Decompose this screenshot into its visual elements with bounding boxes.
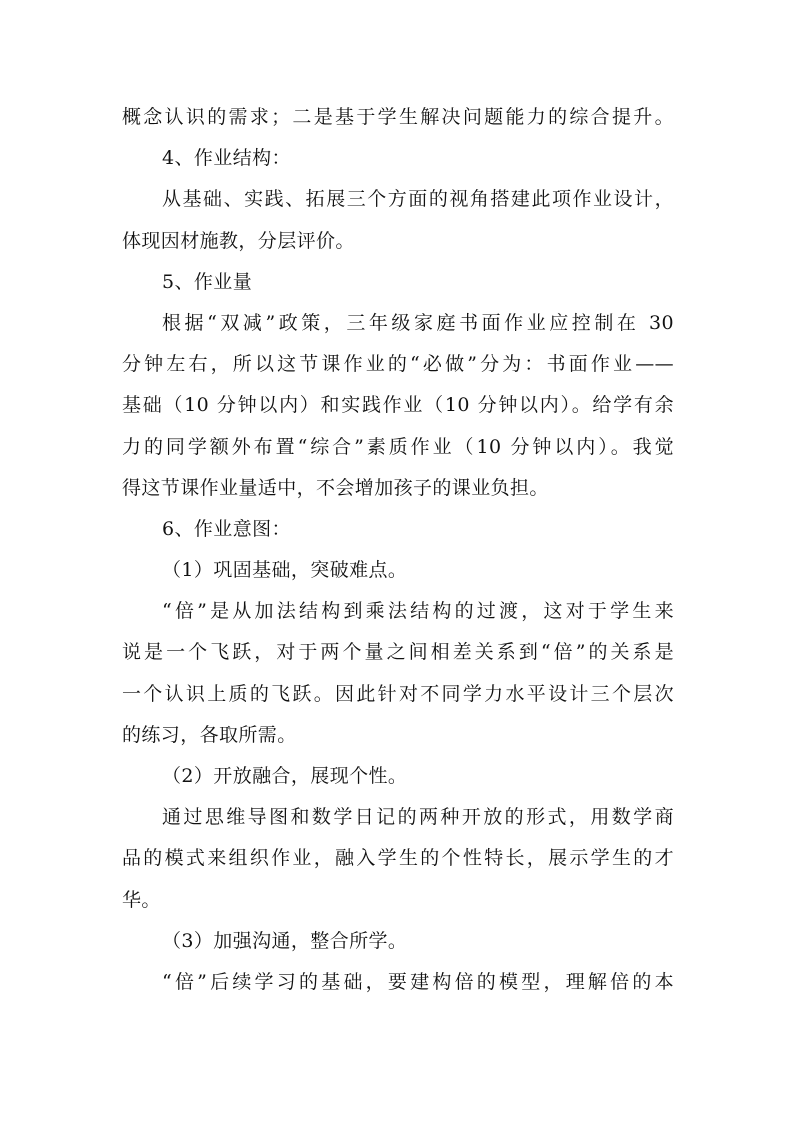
- text-line: 分钟左右，所以这节课作业的“必做”分为：书面作业——: [122, 353, 674, 376]
- text-line: 通过思维导图和数学日记的两种开放的形式，用数学商: [162, 806, 674, 829]
- text-line: 华。: [122, 888, 161, 911]
- text-line: 说是一个飞跃，对于两个量之间相差关系到“倍”的关系是: [122, 641, 674, 664]
- text-line: 5、作业量: [162, 270, 253, 293]
- text-line: 从基础、实践、拓展三个方面的视角搭建此项作业设计，: [162, 188, 674, 211]
- text-line: 体现因材施教，分层评价。: [122, 229, 355, 252]
- text-line: 4、作业结构：: [162, 147, 291, 170]
- text-line: 一个认识上质的飞跃。因此针对不同学力水平设计三个层次: [122, 682, 674, 705]
- text-line: （3）加强沟通，整合所学。: [162, 929, 408, 952]
- text-line: 根据“双减”政策，三年级家庭书面作业应控制在 30: [162, 311, 674, 334]
- text-line: 的练习，各取所需。: [122, 723, 297, 746]
- text-line: 6、作业意图：: [162, 517, 291, 540]
- text-line: 概念认识的需求；二是基于学生解决问题能力的综合提升。: [122, 106, 674, 128]
- text-line: 基础（10 分钟以内）和实践作业（10 分钟以内）。给学有余: [122, 394, 674, 417]
- text-line: “倍”后续学习的基础，要建构倍的模型，理解倍的本: [162, 970, 674, 993]
- text-line: “倍”是从加法结构到乘法结构的过渡，这对于学生来: [162, 600, 674, 623]
- text-line: 力的同学额外布置“综合”素质作业（10 分钟以内）。我觉: [122, 435, 674, 458]
- text-line: （1）巩固基础，突破难点。: [162, 559, 408, 582]
- text-line: （2）开放融合，展现个性。: [162, 765, 408, 787]
- text-line: 得这节课作业量适中，不会增加孩子的课业负担。: [122, 476, 549, 499]
- text-line: 品的模式来组织作业，融入学生的个性特长，展示学生的才: [122, 847, 674, 870]
- document-body: [122, 97, 674, 1003]
